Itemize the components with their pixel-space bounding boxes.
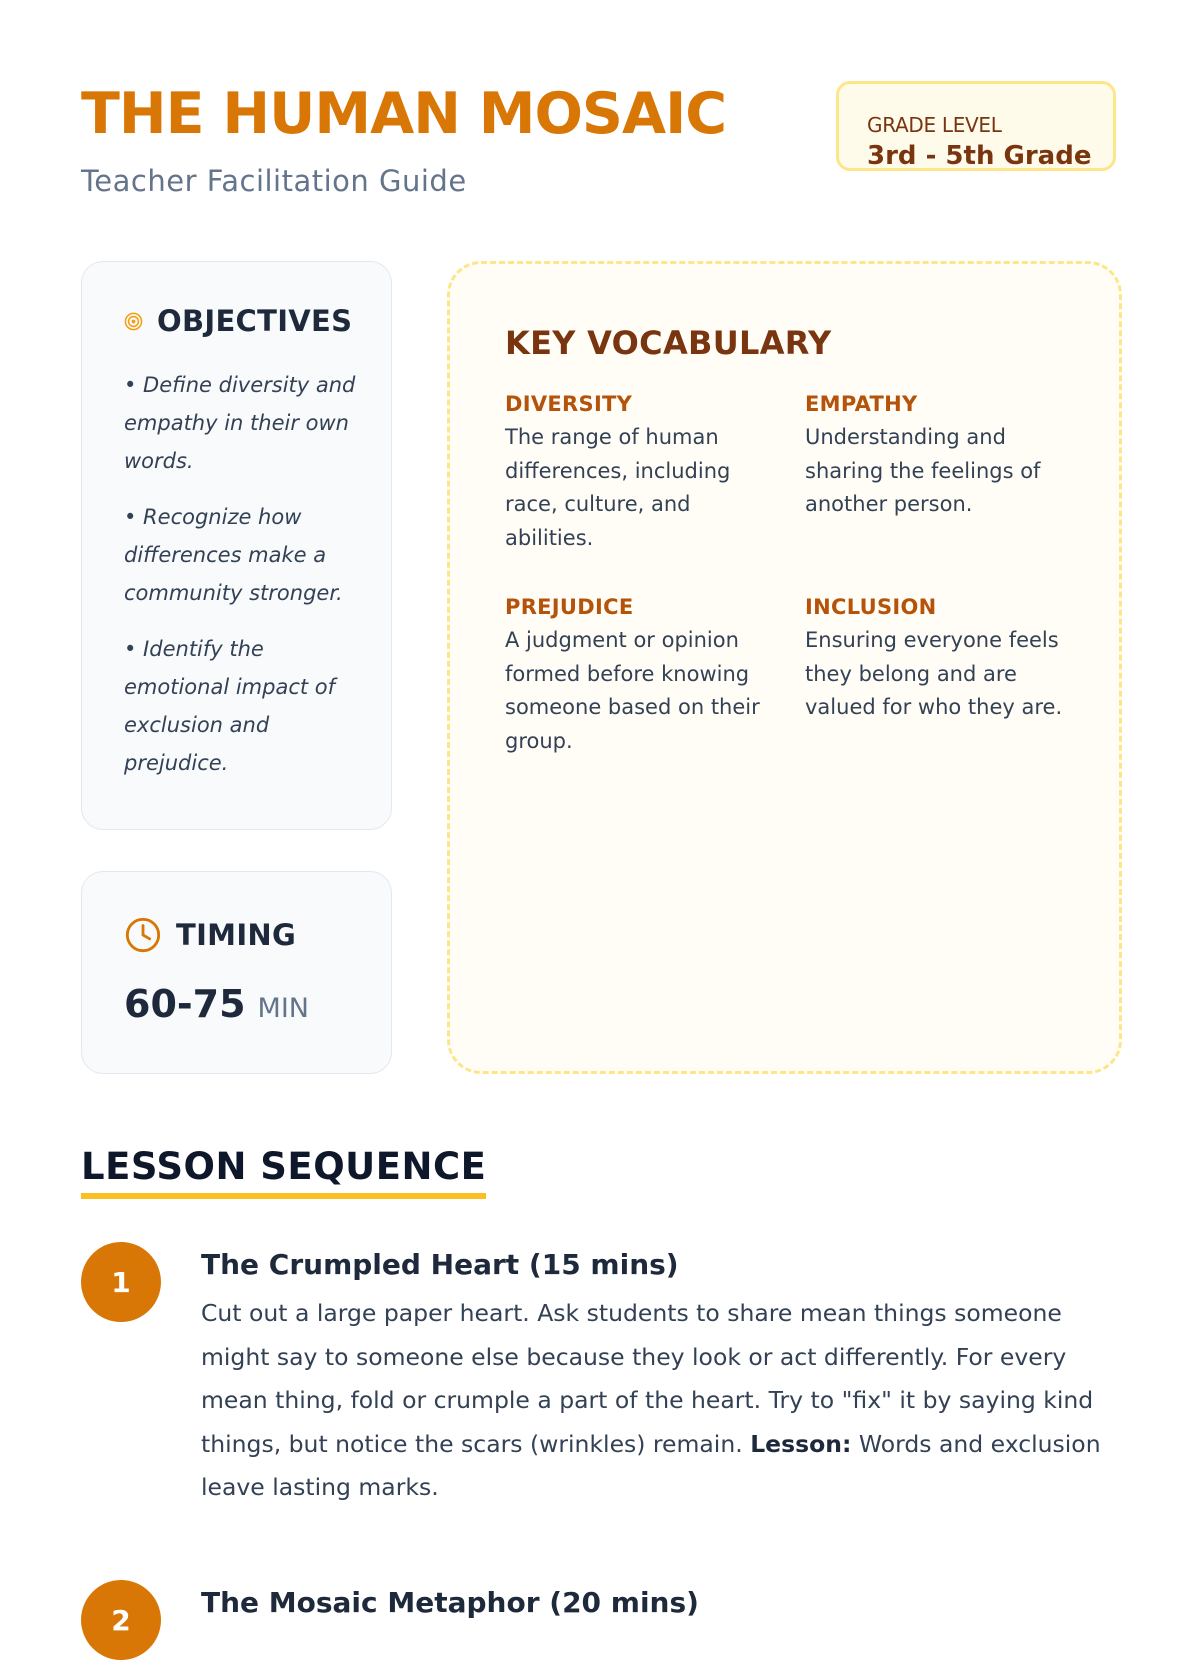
timing-number: 60-75 — [124, 982, 246, 1026]
objective-item: • Identify the emotional impact of exclusion and prejudice. — [124, 637, 336, 775]
vocab-entry-inclusion — [805, 595, 1065, 758]
objectives-list — [124, 366, 371, 782]
vocab-definition: Ensuring everyone feels they belong and are valued for who they are. — [805, 628, 1063, 720]
timing-heading — [124, 916, 371, 954]
vocab-definition: A judgment or opinion formed before knowing someone based on their group. — [505, 628, 760, 753]
objectives-heading-text: OBJECTIVES — [157, 304, 353, 338]
vocab-entry-diversity — [505, 392, 805, 555]
vocab-entry-empathy — [805, 392, 1065, 555]
objective-item: • Define diversity and empathy in their own words. — [124, 373, 356, 473]
grade-level-value: 3rd - 5th Grade — [867, 141, 1092, 171]
page-subtitle: Teacher Facilitation Guide — [81, 164, 467, 198]
vocab-term: EMPATHY — [805, 392, 918, 416]
step-number-badge: 1 — [81, 1242, 161, 1322]
vocab-entry-prejudice — [505, 595, 805, 758]
timing-card — [81, 871, 392, 1074]
vocab-term: DIVERSITY — [505, 392, 633, 416]
step-lesson-text: Words and exclusion leave lasting marks. — [201, 1429, 1101, 1501]
objectives-card — [81, 261, 392, 830]
clock-icon — [124, 916, 162, 954]
objective-item: • Recognize how differences make a community stronger. — [124, 505, 343, 605]
timing-unit: MIN — [257, 993, 310, 1024]
vocab-definition: The range of human differences, including race, culture, and abilities. — [505, 425, 731, 550]
step-description-text: Cut out a large paper heart. Ask students to share mean things someone might say to someone else because they look or act differently. For every mean thing, fold or crumple a part of the heart. Try to "fix" it by saying kind things, but notice the scars (wrinkles) remain. — [201, 1299, 1094, 1458]
vocabulary-heading: KEY VOCABULARY — [505, 324, 832, 362]
target-icon — [124, 312, 143, 331]
vocabulary-grid — [505, 392, 1079, 758]
grade-level-label: GRADE LEVEL — [867, 113, 1002, 137]
vocab-definition: Understanding and sharing the feelings of another person. — [805, 425, 1041, 517]
page-title: THE HUMAN MOSAIC — [81, 81, 727, 147]
objectives-heading — [124, 304, 371, 338]
step-title: The Crumpled Heart (15 mins) — [201, 1248, 679, 1281]
lesson-sequence-heading: LESSON SEQUENCE — [81, 1145, 486, 1199]
timing-value — [124, 982, 371, 1026]
step-title: The Mosaic Metaphor (20 mins) — [201, 1586, 699, 1619]
step-lesson-label: Lesson: — [750, 1429, 852, 1458]
step-description — [201, 1292, 1111, 1510]
grade-level-badge — [836, 81, 1116, 171]
vocabulary-box — [447, 261, 1122, 1074]
vocab-term: INCLUSION — [805, 595, 937, 620]
step-number-badge: 2 — [81, 1580, 161, 1660]
timing-heading-text: TIMING — [176, 918, 297, 952]
vocab-term: PREJUDICE — [505, 595, 634, 620]
